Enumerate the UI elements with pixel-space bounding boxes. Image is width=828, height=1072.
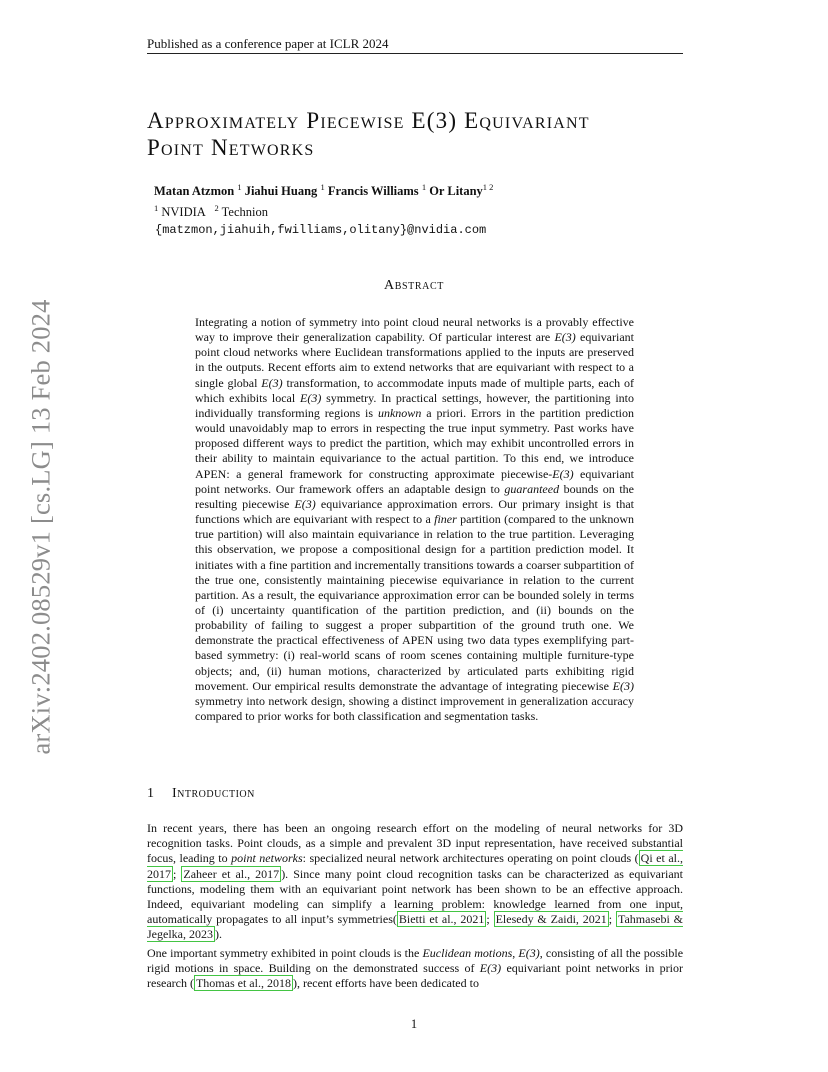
citation-link[interactable]: Qi et al., 2017 bbox=[147, 851, 683, 881]
affiliation-mark: 2 bbox=[214, 203, 219, 213]
citation-link[interactable]: Thomas et al., 2018 bbox=[195, 976, 291, 991]
affiliation-name: NVIDIA bbox=[161, 205, 206, 220]
page-number: 1 bbox=[410, 1017, 418, 1031]
math-e3: E(3) bbox=[612, 678, 634, 693]
running-header: Published as a conference paper at ICLR 2024 bbox=[147, 36, 389, 51]
author-name: Or Litany bbox=[429, 184, 483, 199]
author-affiliation-mark: 1 bbox=[320, 182, 325, 192]
intro-paragraph-2: One important symmetry exhibited in point clouds is the Euclidean motions, E(3), consisting of all the possible rigid motions in space. Building on the demonstrated success of E(3) equivariant point networks in prior research ( Thomas et al., 2018 ), recent efforts have been dedicated to bbox=[147, 946, 684, 991]
math-e3: E(3) bbox=[300, 390, 322, 405]
emphasis: finer bbox=[434, 512, 457, 527]
paper-title bbox=[147, 107, 687, 161]
affiliations bbox=[154, 203, 268, 220]
title-line-2: Point Networks bbox=[147, 135, 315, 160]
section-title: Introduction bbox=[172, 786, 255, 801]
arxiv-identifier: arXiv:2402.08529v1 [cs.LG] 13 Feb 2024 bbox=[25, 299, 56, 755]
math-e3: E(3) bbox=[479, 961, 502, 976]
math-e3: E(3) bbox=[518, 946, 540, 960]
emphasis: point networks bbox=[231, 851, 303, 866]
header-rule bbox=[147, 53, 683, 54]
author-affiliation-mark: 1 bbox=[237, 182, 242, 192]
emphasis: unknown bbox=[377, 405, 422, 420]
affiliation-name: Technion bbox=[221, 205, 268, 220]
author-name: Jiahui Huang bbox=[244, 184, 318, 199]
section-number: 1 bbox=[147, 786, 155, 801]
abstract-text: Integrating a notion of symmetry into point cloud neural networks is a provably effective way to improve their generalization capability. Of particular interest are E(3) equivariant point cloud networks where Euclidean transformations applied to the inputs are preserved in the outputs. Recent efforts aim to extend networks that are equivariant with respect to a single global E(3) transformation, to accommodate inputs made of multiple parts, each of which exhibits local E(3) symmetry. In practical settings, however, the partitioning into individually transforming regions is unknown a priori. Errors in the partition prediction would unavoidably map to errors in respecting the true input symmetry. Past works have proposed different ways to predict the partition, which may exhibit uncontrolled errors in their ability to maintain equivariance to the actual partition. To this end, we introduce APEN: a general framework for constructing approximate piecewise-E(3) equivariant point networks. Our framework offers an adaptable design to guaranteed bounds on the resulting piecewise E(3) equivariance approximation errors. Our primary insight is that functions which are equivariant with respect to a finer partition (compared to the unknown true partition) will also maintain equivariance in relation to the true partition. Leveraging this observation, we propose a compositional design for a partition prediction model. It initiates with a fine partition and incrementally transitions towards a coarser subpartition of the true one, consistently maintaining piecewise equivariance in relation to the current partition. As a result, the equivariance approximation error can be bounded solely in terms of (i) uncertainty quantification of the partition prediction, and (ii) bounds on the probability of failing to suggest a proper subpartition of the ground truth one. We demonstrate the practical effectiveness of APEN using two data types exemplifying part-based symmetry: (i) real-world scans of room scenes containing multiple furniture-type objects; and, (ii) human motions, characterized by articulated parts exhibiting rigid movement. Our empirical results demonstrate the advantage of integrating piecewise E(3) symmetry into network design, showing a distinct improvement in generalization accuracy compared to prior works for both classification and segmentation tasks. bbox=[195, 315, 635, 724]
author-affiliation-mark: 1 2 bbox=[482, 182, 494, 192]
citation-link[interactable]: Bietti et al., 2021 bbox=[398, 912, 485, 927]
emphasis: Euclidean motions bbox=[422, 946, 513, 960]
intro-paragraph-1: In recent years, there has been an ongoing research effort on the modeling of neural networks for 3D recognition tasks. Point clouds, as a simple and prevalent 3D input representation, have received substantial focus, leading to point networks: specialized neural network architectures operating on point clouds ( Qi et al., 2017 ; Zaheer et al., 2017 ). Since many point cloud recognition tasks can be characterized as equivariant functions, modeling them with an equivariant point network has been shown to be an effective approach. Indeed, equivariant modeling can simplify a learning problem: knowledge learned from one input, automatically propagates to all input’s symmetries( Bietti et al., 2021 ; Elesedy & Zaidi, 2021 ; Tahmasebi & Jegelka, 2023 ). bbox=[147, 821, 683, 942]
citation-link[interactable]: Elesedy & Zaidi, 2021 bbox=[495, 912, 607, 927]
emphasis: guaranteed bbox=[504, 481, 560, 496]
math-e3: E(3) bbox=[552, 466, 574, 481]
author-name: Matan Atzmon bbox=[154, 184, 235, 199]
section-heading-introduction bbox=[147, 786, 255, 802]
author-affiliation-mark: 1 bbox=[421, 182, 427, 192]
author-emails: {matzmon,jiahuih,fwilliams,olitany}@nvidia.com bbox=[155, 223, 487, 237]
title-line-1: Approximately Piecewise E(3) Equivariant bbox=[147, 108, 590, 133]
author-list bbox=[154, 182, 493, 199]
affiliation-mark: 1 bbox=[154, 203, 159, 213]
math-e3: E(3) bbox=[261, 375, 283, 390]
arxiv-sidebar bbox=[16, 292, 66, 762]
citation-link[interactable]: Tahmasebi & Jegelka, 2023 bbox=[147, 912, 683, 942]
citation-link[interactable]: Zaheer et al., 2017 bbox=[183, 866, 280, 881]
math-e3: E(3) bbox=[294, 496, 316, 511]
author-name: Francis Williams bbox=[327, 184, 419, 199]
math-e3: E(3) bbox=[554, 330, 576, 345]
abstract-heading: Abstract bbox=[384, 278, 444, 293]
